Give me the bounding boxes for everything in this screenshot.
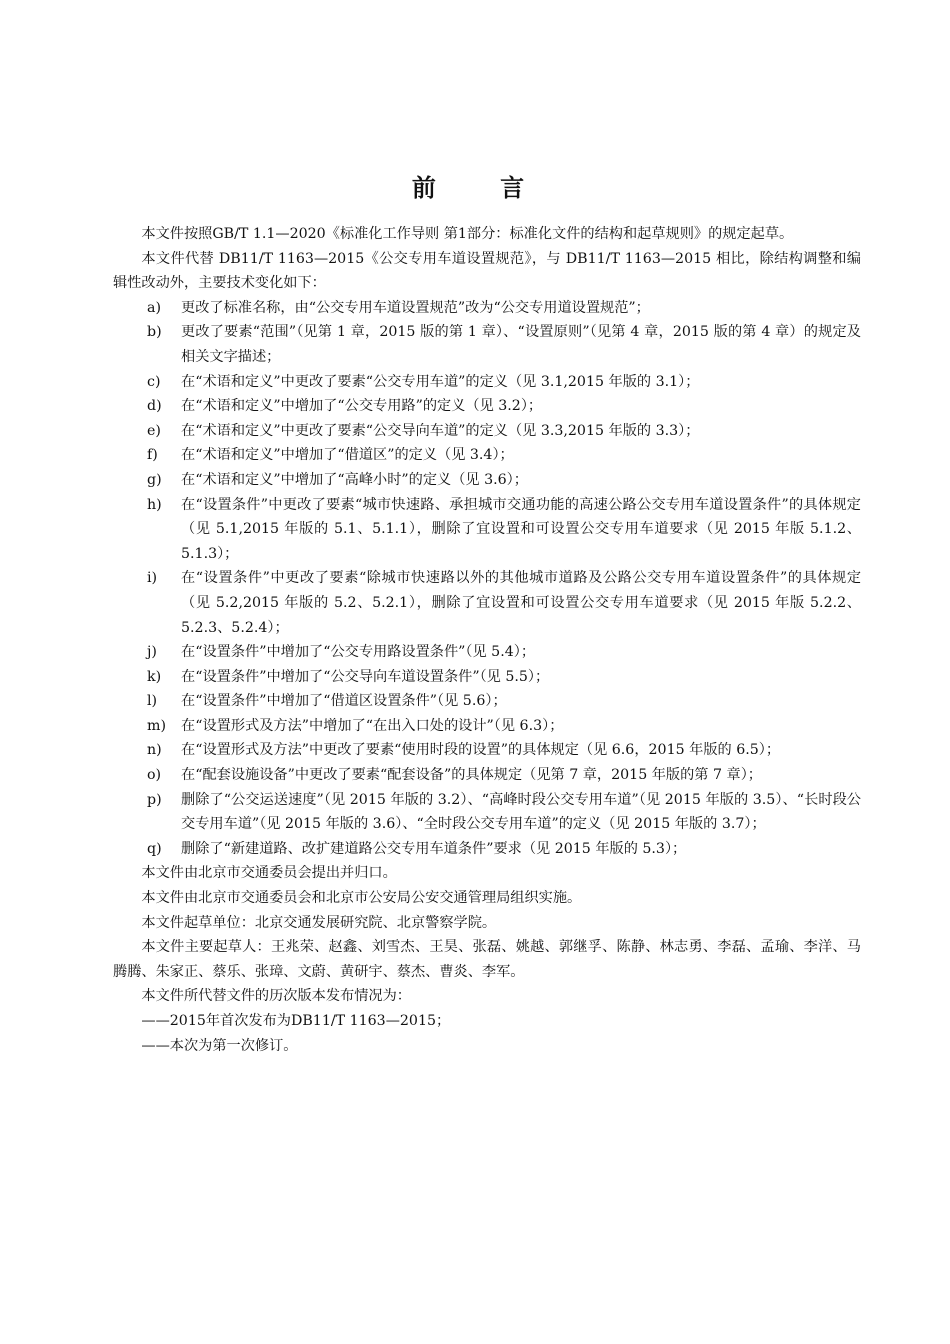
history-item: ——本次为第一次修订。 — [141, 1037, 298, 1054]
list-item-text: 删除了“新建道路、改扩建道路公交专用车道条件”要求（见 2015 年版的 5.3）； — [181, 840, 687, 857]
list-item-text: 删除了“公交运送速度”（见 2015 年版的 3.2）、“高峰时段公交专用车道”（见 2015 年版的 3.5）、“长时段公交专用车道”（见 2015 年版的 3.6）、“全时段公交专用车道”的定义（见 2015 年版的 3.7）； — [181, 791, 861, 833]
list-marker: k) — [147, 668, 162, 685]
intro-paragraph: 本文件代替 DB11/T 1163—2015《公交专用车道设置规范》，与 DB11/T 1163—2015 相比，除结构调整和编辑性改动外，主要技术变化如下： — [113, 250, 861, 292]
list-marker: e) — [147, 422, 161, 439]
list-item-text: 在“设置条件”中增加了“借道区设置条件”（见 5.6）； — [181, 693, 507, 710]
list-marker: o) — [147, 767, 162, 784]
closing-paragraph: 本文件由北京市交通委员会和北京市公安局公安交通管理局组织实施。 — [141, 890, 582, 907]
closing-paragraph: 本文件所代替文件的历次版本发布情况为： — [141, 988, 411, 1005]
list-marker: i) — [147, 570, 158, 587]
intro-paragraph: 本文件按照GB/T 1.1—2020《标准化工作导则 第1部分：标准化文件的结构和起草规则》的规定起草。 — [141, 226, 794, 242]
list-item — [113, 320, 861, 369]
list-item-text: 在“术语和定义”中增加了“公交专用路”的定义（见 3.2）； — [181, 398, 543, 415]
list-item — [113, 763, 861, 788]
history-item: ——2015年首次发布为DB11/T 1163—2015； — [141, 1013, 451, 1029]
list-item — [113, 689, 861, 714]
list-item-text: 在“设置条件”中更改了要素“城市快速路、承担城市交通功能的高速公路公交专用车道设置条件”的具体规定（见 5.1,2015 年版的 5.1、5.1.1），删除了宜设置和可设置公交专用车道要求（见 2015 年版 5.1.2、5.1.3）； — [181, 496, 861, 562]
closing-paragraph: 本文件主要起草人：王兆荣、赵鑫、刘雪杰、王昊、张磊、姚越、郭继孚、陈静、林志勇、李磊、孟瑜、李洋、马腾腾、朱家正、蔡乐、张璋、文蔚、黄研宇、蔡杰、曹炎、李军。 — [113, 939, 861, 980]
list-item — [113, 566, 861, 640]
list-marker: d) — [147, 398, 162, 415]
changes-list — [113, 296, 861, 862]
page-title: 前 言 — [411, 174, 553, 202]
list-item-text: 在“术语和定义”中增加了“高峰小时”的定义（见 3.6）； — [181, 471, 528, 488]
list-marker: l) — [147, 693, 158, 710]
foreword-body — [113, 222, 861, 1058]
list-marker: p) — [147, 791, 162, 808]
list-item — [113, 788, 861, 837]
list-item-text: 在“设置条件”中更改了要素“除城市快速路以外的其他城市道路及公路公交专用车道设置条件”的具体规定（见 5.2,2015 年版的 5.2、5.2.1），删除了宜设置和可设置公交专用车道要求（见 2015 年版 5.2.2、5.2.3、5.2.4）； — [181, 570, 861, 636]
list-item — [113, 443, 861, 468]
list-marker: g) — [147, 471, 162, 488]
list-marker: m) — [147, 717, 166, 734]
closing-paragraph: 本文件由北京市交通委员会提出并归口。 — [141, 865, 397, 882]
list-marker: c) — [147, 373, 161, 390]
list-item-text: 在“术语和定义”中增加了“借道区”的定义（见 3.4）； — [181, 447, 514, 464]
list-item — [113, 665, 861, 690]
list-item-text: 更改了要素“范围”（见第 1 章，2015 版的第 1 章）、“设置原则”（见第 4 章，2015 版的第 4 章）的规定及相关文字描述； — [181, 324, 861, 365]
list-item — [113, 394, 861, 419]
list-item — [113, 640, 861, 665]
list-item-text: 在“设置形式及方法”中更改了要素“使用时段的设置”的具体规定（见 6.6，2015 年版的 6.5）； — [181, 742, 781, 759]
closing-paragraph: 本文件起草单位：北京交通发展研究院、北京警察学院。 — [141, 914, 497, 931]
list-marker: b) — [147, 324, 162, 341]
list-item — [113, 419, 861, 444]
list-item — [113, 370, 861, 395]
list-item-text: 更改了标准名称，由“公交专用车道设置规范”改为“公交专用道设置规范”； — [181, 299, 650, 316]
list-marker: n) — [147, 742, 162, 759]
list-marker: h) — [147, 496, 162, 513]
list-item-text: 在“设置条件”中增加了“公交导向车道设置条件”（见 5.5）； — [181, 668, 550, 685]
list-marker: q) — [147, 840, 162, 857]
list-item — [113, 837, 861, 862]
list-item-text: 在“术语和定义”中更改了要素“公交专用车道”的定义（见 3.1,2015 年版的 3.1）； — [181, 373, 700, 390]
list-marker: f) — [147, 447, 158, 464]
list-marker: j) — [147, 644, 157, 661]
list-item — [113, 296, 861, 321]
list-item — [113, 493, 861, 567]
list-item-text: 在“配套设施设备”中更改了要素“配套设备”的具体规定（见第 7 章，2015 年版的第 7 章）； — [181, 767, 762, 784]
list-marker: a) — [147, 299, 161, 316]
list-item — [113, 714, 861, 739]
list-item — [113, 738, 861, 763]
list-item — [113, 468, 861, 493]
list-item-text: 在“设置条件”中增加了“公交专用路设置条件”（见 5.4）； — [181, 644, 536, 661]
list-item-text: 在“设置形式及方法”中增加了“在出入口处的设计”（见 6.3）； — [181, 717, 564, 734]
list-item-text: 在“术语和定义”中更改了要素“公交导向车道”的定义（见 3.3,2015 年版的 3.3）； — [181, 422, 700, 439]
